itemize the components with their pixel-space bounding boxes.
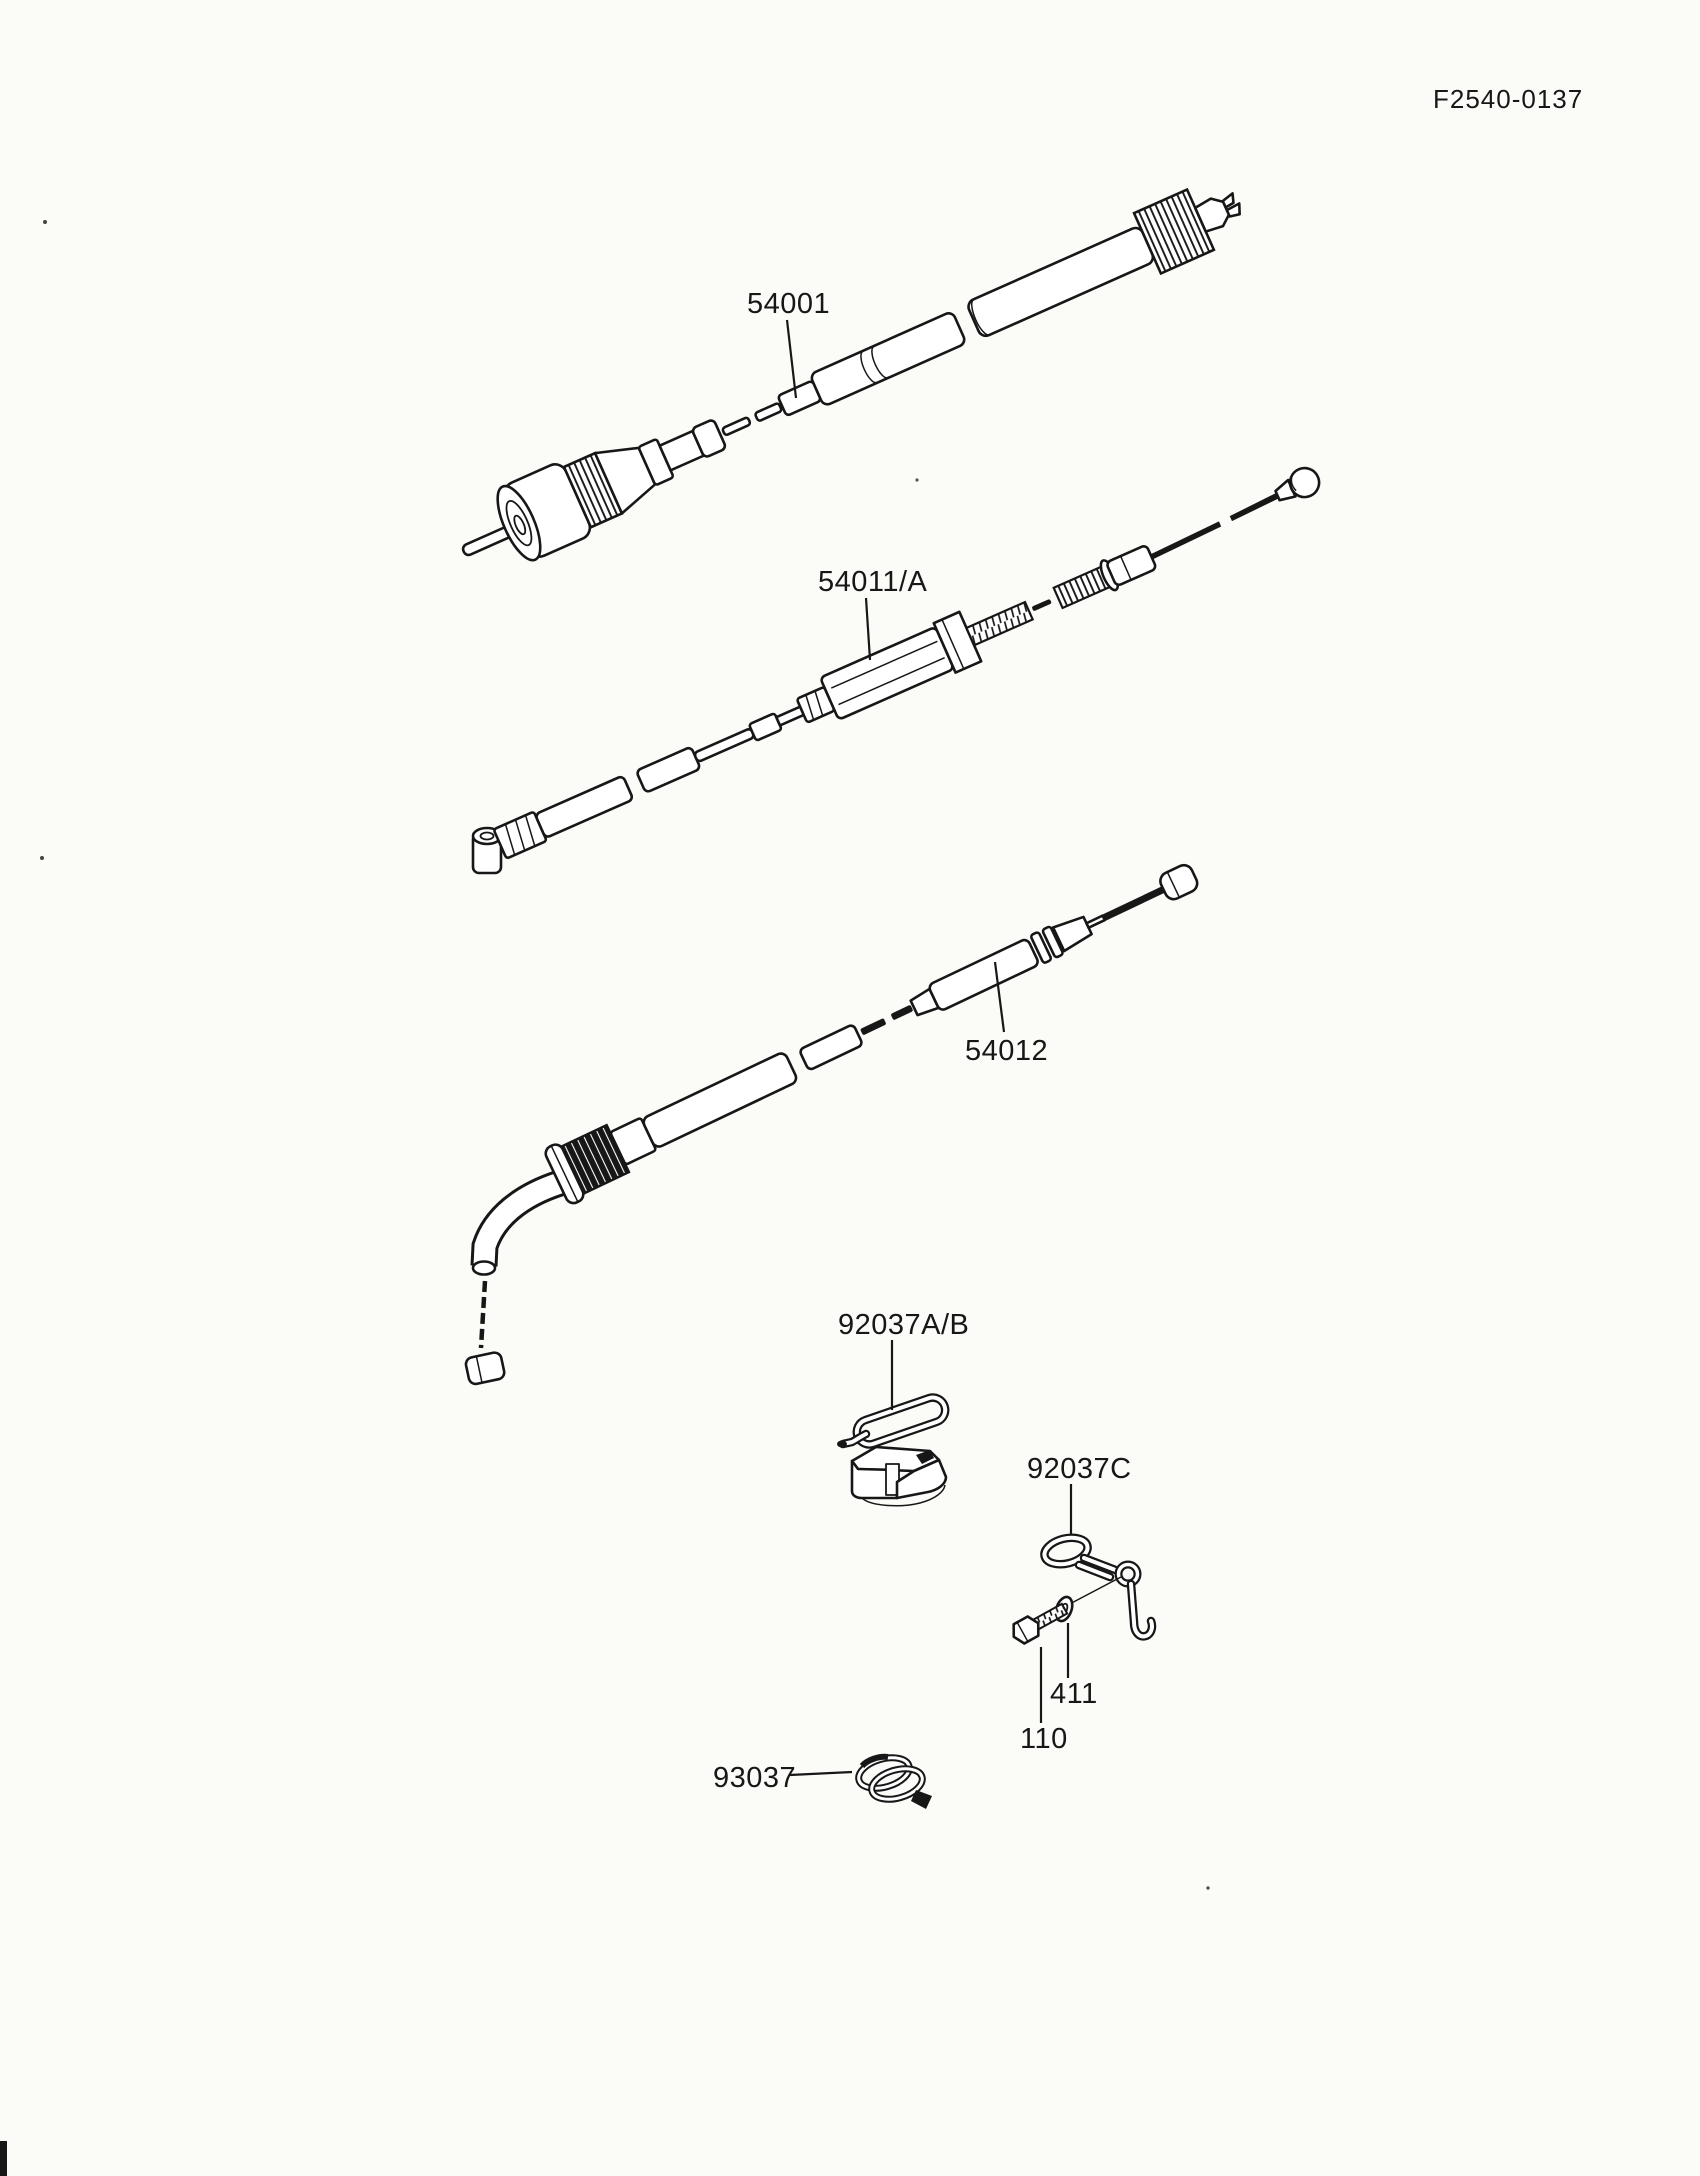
part-label-54011A: 54011/A <box>818 566 928 598</box>
throttle-cable-drawing <box>465 847 1208 1385</box>
fiche-code: F2540-0137 <box>1433 84 1584 114</box>
part-label-92037AB: 92037A/B <box>838 1309 970 1341</box>
part-label-411: 411 <box>1050 1678 1098 1710</box>
bolt-drawing <box>1008 1599 1069 1646</box>
part-label-92037C: 92037C <box>1027 1453 1132 1485</box>
speedometer-cable-drawing <box>446 166 1255 585</box>
callout-cable-clamp-ab <box>838 1309 969 1410</box>
cable-clamp-ab-drawing <box>837 1394 949 1506</box>
part-label-93037: 93037 <box>713 1762 797 1794</box>
band-clamp-drawing <box>855 1752 932 1809</box>
callout-washer <box>1050 1623 1098 1710</box>
part-label-54001: 54001 <box>747 288 831 320</box>
leader-line-54011A <box>866 598 870 660</box>
part-label-110: 110 <box>1020 1723 1068 1755</box>
leader-line-93037 <box>790 1772 852 1775</box>
callout-cable-clamp-c <box>1027 1453 1132 1534</box>
part-label-54012: 54012 <box>965 1035 1049 1067</box>
leader-line-54001 <box>787 320 796 398</box>
callout-band-clamp <box>713 1762 852 1794</box>
